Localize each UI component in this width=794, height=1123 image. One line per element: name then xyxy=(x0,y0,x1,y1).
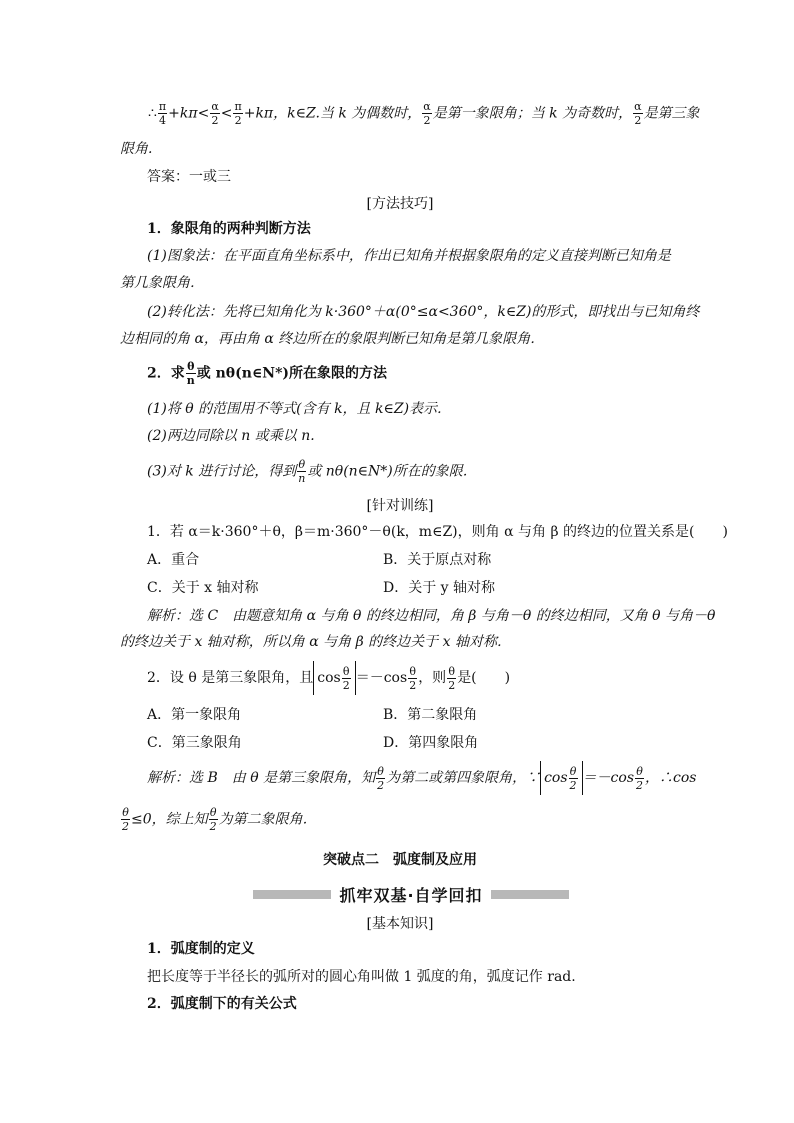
q2-option-b: B．第二象限角 xyxy=(383,707,478,723)
q1-option-b: B．关于原点对称 xyxy=(383,552,492,568)
method-1-title: 1．象限角的两种判断方法 xyxy=(147,221,311,237)
text: 是第三象 xyxy=(643,105,700,122)
method-1-p1a: (1)图象法：在平面直角坐标系中，作出已知角并根据象限角的定义直接判断已知角是 xyxy=(147,248,671,264)
solution-line-2: 限角. xyxy=(120,141,153,157)
knowledge-1-body: 把长度等于半径长的弧所对的圆心角叫做 1 弧度的角，弧度记作 rad. xyxy=(147,969,576,985)
banner-bar-left xyxy=(253,890,331,899)
fraction: $\frac{\pi}{4}$ xyxy=(158,100,167,127)
method-2-step-1: (1)将 θ 的范围用不等式(含有 k，且 k∈Z)表示． xyxy=(147,401,452,417)
question-1: 1．若 α＝k·360°＋θ，β＝m·360°－θ(k，m∈Z)，则角 α 与角 β 的终边的位置关系是( ) xyxy=(147,524,728,540)
practice-heading: [针对训练] xyxy=(366,498,434,514)
q2-option-c: C．第三象限角 xyxy=(147,735,242,751)
method-1-p1b: 第几象限角． xyxy=(120,275,204,291)
question-2: 2．设 θ 是第三象限角，且 cos $\frac{\theta}{2}$ ＝－cos $\frac{\theta}{2}$ ，则 $\frac{\theta}{2}$ 是( ) xyxy=(147,660,707,696)
fraction: $\frac{\pi}{2}$ xyxy=(234,100,242,127)
banner-bar-right xyxy=(491,890,569,899)
q2-option-d: D．第四象限角 xyxy=(383,735,479,751)
q1-solution-a: 解析：选 C 由题意知角 α 与角 θ 的终边相同，角 β 与角－θ 的终边相同，又角 θ 与角－θ xyxy=(147,608,716,624)
q1-solution-b: 的终边关于 x 轴对称，所以角 α 与角 β 的终边关于 x 轴对称． xyxy=(120,634,511,650)
knowledge-1-title: 1．弧度制的定义 xyxy=(147,941,255,957)
therefore-symbol: ∴ xyxy=(148,105,157,122)
q1-option-a: A．重合 xyxy=(147,552,200,568)
absolute-value: cos $\frac{\theta}{2}$ xyxy=(540,761,582,795)
section-banner xyxy=(253,884,569,904)
text: +kπ< xyxy=(168,105,210,122)
method-heading: [方法技巧] xyxy=(366,196,434,212)
q2-solution-a: 解析：选 B 由 θ 是第三象限角，知 $\frac{\theta}{2}$ 为第二或第四象限角，∵ cos $\frac{\theta}{2}$ ＝－cos $\frac{\theta}{2}$ ，∴cos xyxy=(147,760,707,796)
absolute-value: cos $\frac{\theta}{2}$ xyxy=(313,661,355,695)
banner-title: 抓牢双基·自学回扣 xyxy=(339,885,483,905)
q2-option-a: A．第一象限角 xyxy=(147,707,242,723)
knowledge-2-title: 2．弧度制下的有关公式 xyxy=(147,996,297,1012)
method-2-step-3: (3)对 k 进行讨论，得到 $\frac{\theta}{n}$ 或 nθ(n∈N*)所在的象限． xyxy=(147,458,477,485)
method-2-title: 2．求 $\frac{\theta}{n}$ 或 nθ(n∈N*)所在象限的方法 xyxy=(147,360,388,387)
method-1-p2b: 边相同的角 α，再由角 α 终边所在的象限判断已知角是第几象限角． xyxy=(120,331,545,347)
section-title: 突破点二 弧度制及应用 xyxy=(323,852,477,868)
method-1-p2a: (2)转化法：先将已知角化为 k·360°＋α(0°≤α<360°，k∈Z)的形式，即找出与已知角终 xyxy=(147,304,700,320)
text: 是第一象限角；当 k 为奇数时， xyxy=(432,105,633,122)
fraction: $\frac{\alpha}{2}$ xyxy=(423,100,431,127)
solution-line-1 xyxy=(148,100,700,127)
q1-option-c: C．关于 x 轴对称 xyxy=(147,580,259,596)
text: < xyxy=(220,105,233,122)
q1-option-d: D．关于 y 轴对称 xyxy=(383,580,496,596)
fraction: $\frac{\alpha}{2}$ xyxy=(634,100,642,127)
text: +kπ，k∈Z.当 k 为偶数时， xyxy=(243,105,422,122)
basic-heading: [基本知识] xyxy=(366,916,434,932)
answer-line: 答案：一或三 xyxy=(147,169,231,185)
q2-solution-b: $\frac{\theta}{2}$ ≤0，综上知 $\frac{\theta}{2}$ 为第二象限角． xyxy=(122,806,317,833)
fraction: $\frac{\alpha}{2}$ xyxy=(211,100,219,127)
method-2-step-2: (2)两边同除以 n 或乘以 n. xyxy=(147,428,315,444)
fraction: $\frac{\theta}{n}$ xyxy=(186,360,195,387)
fraction: $\frac{\theta}{n}$ xyxy=(298,458,306,485)
